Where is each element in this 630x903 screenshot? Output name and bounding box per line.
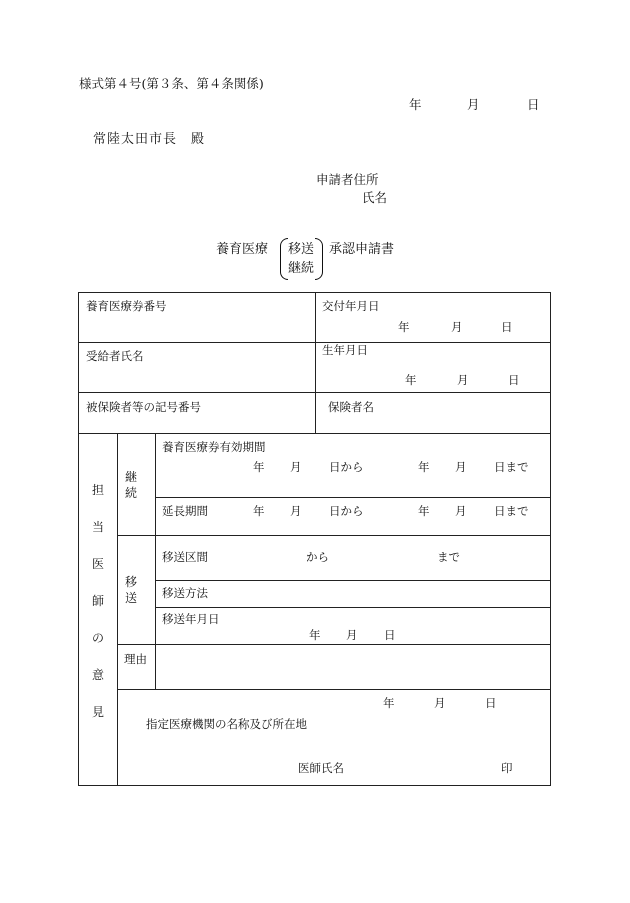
form-number: 様式第４号(第３条、第４条関係) [79, 76, 264, 91]
transfer-date-day: 日 [384, 628, 396, 642]
extension-period-label: 延長期間 [162, 504, 208, 518]
extension-start-month: 月 [290, 504, 302, 518]
transfer-date-year: 年 [309, 628, 321, 642]
signature-date-day: 日 [485, 696, 497, 710]
date-month-label: 月 [467, 97, 480, 112]
transfer-from-label: から [306, 550, 329, 564]
birth-date-year: 年 [405, 373, 417, 387]
validity-start-day: 日から [329, 460, 364, 474]
recipient-name-label: 受給者氏名 [86, 349, 144, 363]
transfer-section-label: 移送区間 [162, 550, 208, 564]
transfer-label: 移 送 [124, 575, 137, 605]
signature-date-month: 月 [434, 696, 446, 710]
left-bracket [280, 238, 288, 280]
issue-date-day: 日 [501, 320, 513, 334]
issue-date-label: 交付年月日 [322, 299, 380, 313]
right-bracket [315, 238, 323, 280]
applicant-address-label: 申請者住所 [316, 172, 379, 187]
validity-end-day: 日まで [494, 460, 529, 474]
validity-period-label: 養育医療券有効期間 [162, 440, 266, 454]
seal-mark: 印 [501, 761, 513, 775]
extension-start-day: 日から [329, 504, 364, 518]
transfer-to-label: まで [437, 550, 460, 564]
date-year-label: 年 [409, 97, 422, 112]
insured-number-label: 被保険者等の記号番号 [86, 400, 201, 414]
date-day-label: 日 [527, 97, 540, 112]
voucher-number-label: 養育医療券番号 [86, 299, 167, 313]
birth-date-label: 生年月日 [322, 343, 368, 357]
issue-date-month: 月 [451, 320, 463, 334]
title-option-continuation: 継続 [288, 261, 315, 276]
birth-date-day: 日 [508, 373, 520, 387]
title-option-transfer: 移送 [288, 242, 315, 257]
transfer-date-label: 移送年月日 [162, 612, 220, 626]
institution-label: 指定医療機関の名称及び所在地 [146, 717, 307, 731]
insurer-name-label: 保険者名 [328, 400, 374, 414]
addressee: 常陸太田市長 殿 [93, 132, 206, 147]
title-right: 承認申請書 [329, 242, 395, 257]
birth-date-month: 月 [457, 373, 469, 387]
applicant-name-label: 氏名 [362, 190, 388, 205]
continuation-label: 継 続 [124, 470, 137, 500]
issue-date-year: 年 [398, 320, 410, 334]
validity-end-month: 月 [455, 460, 467, 474]
signature-date-year: 年 [383, 696, 395, 710]
extension-end-month: 月 [455, 504, 467, 518]
doctor-opinion-label: 担 当 医 師 の 意 見 [91, 483, 104, 719]
doctor-name-label: 医師氏名 [298, 761, 344, 775]
reason-label: 理由 [124, 652, 147, 666]
validity-start-month: 月 [290, 460, 302, 474]
validity-end-year: 年 [418, 460, 430, 474]
validity-start-year: 年 [253, 460, 265, 474]
extension-start-year: 年 [253, 504, 265, 518]
extension-end-year: 年 [418, 504, 430, 518]
title-left: 養育医療 [216, 242, 269, 257]
transfer-method-label: 移送方法 [162, 586, 208, 600]
extension-end-day: 日まで [494, 504, 529, 518]
transfer-date-month: 月 [346, 628, 358, 642]
